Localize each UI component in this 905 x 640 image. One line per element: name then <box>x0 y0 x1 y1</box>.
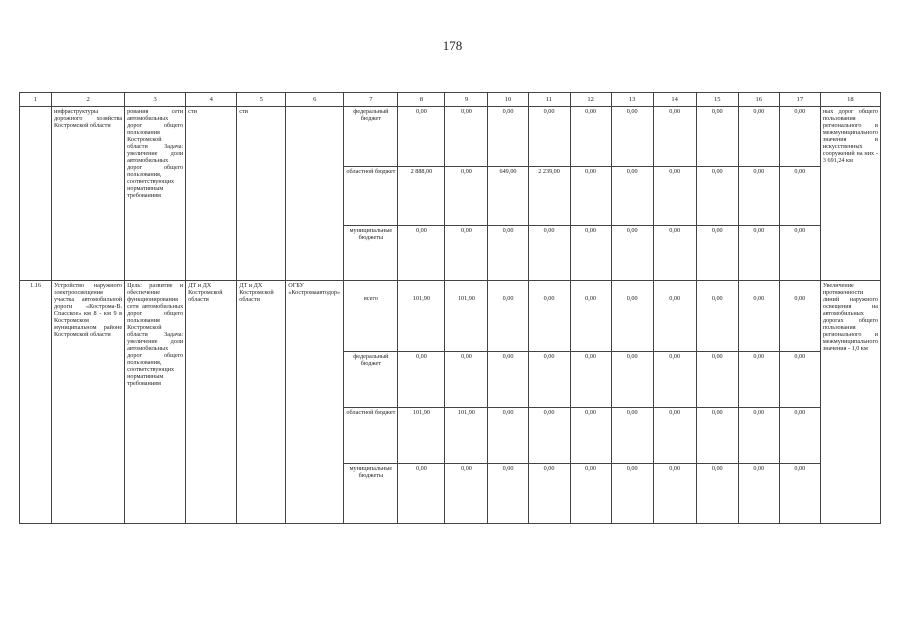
value-cell: 0,00 <box>738 280 779 351</box>
value-cell: 0,00 <box>779 351 820 407</box>
item-coexecutor: ДТ и ДХ Костромской области <box>237 280 286 523</box>
funding-source: муниципальные бюджеты <box>344 226 398 280</box>
value-cell: 0,00 <box>696 408 738 464</box>
item-customer: ДТ и ДХ Костромской области <box>186 280 237 523</box>
value-cell: 0,00 <box>611 166 653 226</box>
value-cell: 0,00 <box>779 166 820 226</box>
value-cell: 0,00 <box>779 226 820 280</box>
value-cell: 0,00 <box>696 107 738 167</box>
page-number: 178 <box>442 38 463 53</box>
col-header: 14 <box>653 93 696 107</box>
funding-source: федеральный бюджет <box>344 107 398 167</box>
value-cell: 0,00 <box>445 464 488 524</box>
value-cell: 0,00 <box>528 351 570 407</box>
value-cell: 0,00 <box>653 464 696 524</box>
value-cell: 0,00 <box>779 280 820 351</box>
value-cell: 0,00 <box>488 280 528 351</box>
item-result: ных дорог общего пользования регионального и межмуниципального значения и искусственных сооружений на них - 3 691,24 км <box>820 107 880 280</box>
col-header: 8 <box>398 93 445 107</box>
value-cell: 0,00 <box>488 464 528 524</box>
value-cell: 0,00 <box>611 408 653 464</box>
value-cell: 0,00 <box>696 464 738 524</box>
funding-source: федеральный бюджет <box>344 351 398 407</box>
col-header: 16 <box>738 93 779 107</box>
value-cell: 0,00 <box>696 280 738 351</box>
item-coexecutor: сти <box>237 107 286 280</box>
col-header: 9 <box>445 93 488 107</box>
item-name: инфраструктуры дорожного хозяйства Костромской области <box>52 107 125 280</box>
value-cell: 0,00 <box>779 464 820 524</box>
col-header: 5 <box>237 93 286 107</box>
value-cell: 0,00 <box>570 107 611 167</box>
value-cell: 0,00 <box>611 107 653 167</box>
value-cell: 0,00 <box>738 226 779 280</box>
value-cell: 0,00 <box>570 464 611 524</box>
value-cell: 0,00 <box>779 408 820 464</box>
value-cell: 0,00 <box>398 464 445 524</box>
value-cell: 0,00 <box>488 107 528 167</box>
value-cell: 0,00 <box>570 280 611 351</box>
value-cell: 0,00 <box>653 280 696 351</box>
col-header: 4 <box>186 93 237 107</box>
item-result: Увеличение протяженности линий наружного освещения на автомобильных дорогах общего пользования регионального и межмуниципального значения - 1,0 км <box>820 280 880 523</box>
value-cell: 649,00 <box>488 166 528 226</box>
value-cell: 0,00 <box>611 280 653 351</box>
col-header: 18 <box>820 93 880 107</box>
col-header: 7 <box>344 93 398 107</box>
value-cell: 2 888,00 <box>398 166 445 226</box>
value-cell: 0,00 <box>570 351 611 407</box>
value-cell: 0,00 <box>445 107 488 167</box>
col-header: 13 <box>611 93 653 107</box>
value-cell: 0,00 <box>611 464 653 524</box>
value-cell: 0,00 <box>528 226 570 280</box>
col-header: 11 <box>528 93 570 107</box>
value-cell: 0,00 <box>570 166 611 226</box>
column-number-row <box>20 93 881 107</box>
value-cell: 0,00 <box>528 280 570 351</box>
value-cell: 0,00 <box>696 226 738 280</box>
value-cell: 0,00 <box>653 408 696 464</box>
value-cell: 0,00 <box>611 351 653 407</box>
col-header: 6 <box>286 93 344 107</box>
value-cell: 0,00 <box>653 166 696 226</box>
value-cell: 0,00 <box>528 464 570 524</box>
value-cell: 0,00 <box>398 107 445 167</box>
value-cell: 0,00 <box>738 107 779 167</box>
value-cell: 0,00 <box>779 107 820 167</box>
item-number: 1.16 <box>20 280 52 523</box>
value-cell: 0,00 <box>445 351 488 407</box>
funding-source: областной бюджет <box>344 408 398 464</box>
value-cell: 0,00 <box>445 226 488 280</box>
value-cell: 0,00 <box>488 408 528 464</box>
value-cell: 101,90 <box>445 408 488 464</box>
funding-source: всего <box>344 280 398 351</box>
value-cell: 0,00 <box>653 107 696 167</box>
table-row <box>20 280 881 351</box>
col-header: 10 <box>488 93 528 107</box>
col-header: 2 <box>52 93 125 107</box>
item-number <box>20 107 52 280</box>
value-cell: 0,00 <box>398 351 445 407</box>
value-cell: 0,00 <box>528 107 570 167</box>
value-cell: 0,00 <box>738 464 779 524</box>
col-header: 17 <box>779 93 820 107</box>
item-customer: сти <box>186 107 237 280</box>
col-header: 3 <box>125 93 186 107</box>
value-cell: 0,00 <box>738 351 779 407</box>
item-goal: Цель: развитие и обеспечение функционирования сети автомобильных дорог общего пользования Костромской области Задача: увеличение доли автомобильных дорог общего пользования, соответствующих нормативным требованиям <box>125 280 186 523</box>
value-cell: 0,00 <box>653 226 696 280</box>
item-executor <box>286 107 344 280</box>
program-table <box>19 92 881 524</box>
value-cell: 101,90 <box>445 280 488 351</box>
value-cell: 0,00 <box>398 226 445 280</box>
col-header: 12 <box>570 93 611 107</box>
value-cell: 101,90 <box>398 408 445 464</box>
item-executor: ОГБУ «Костромаавтодор» <box>286 280 344 523</box>
value-cell: 0,00 <box>738 408 779 464</box>
funding-source: муниципальные бюджеты <box>344 464 398 524</box>
value-cell: 0,00 <box>570 226 611 280</box>
value-cell: 0,00 <box>696 351 738 407</box>
item-name: Устройство наружного электроосвещения участка автомобильной дороги «Кострома-В. Спасское» км 8 - км 9 в Костромском муниципальном районе Костромской области <box>52 280 125 523</box>
col-header: 15 <box>696 93 738 107</box>
col-header: 1 <box>20 93 52 107</box>
funding-source: областной бюджет <box>344 166 398 226</box>
item-goal: рования сети автомобильных дорог общего пользования Костромской области Задача: увеличение доли автомобильных дорог общего пользования, соответствующих нормативным требованиям <box>125 107 186 280</box>
value-cell: 0,00 <box>488 351 528 407</box>
value-cell: 0,00 <box>488 226 528 280</box>
value-cell: 101,90 <box>398 280 445 351</box>
value-cell: 0,00 <box>570 408 611 464</box>
value-cell: 2 239,00 <box>528 166 570 226</box>
value-cell: 0,00 <box>445 166 488 226</box>
value-cell: 0,00 <box>738 166 779 226</box>
table-row <box>20 107 881 167</box>
value-cell: 0,00 <box>611 226 653 280</box>
value-cell: 0,00 <box>528 408 570 464</box>
value-cell: 0,00 <box>653 351 696 407</box>
value-cell: 0,00 <box>696 166 738 226</box>
